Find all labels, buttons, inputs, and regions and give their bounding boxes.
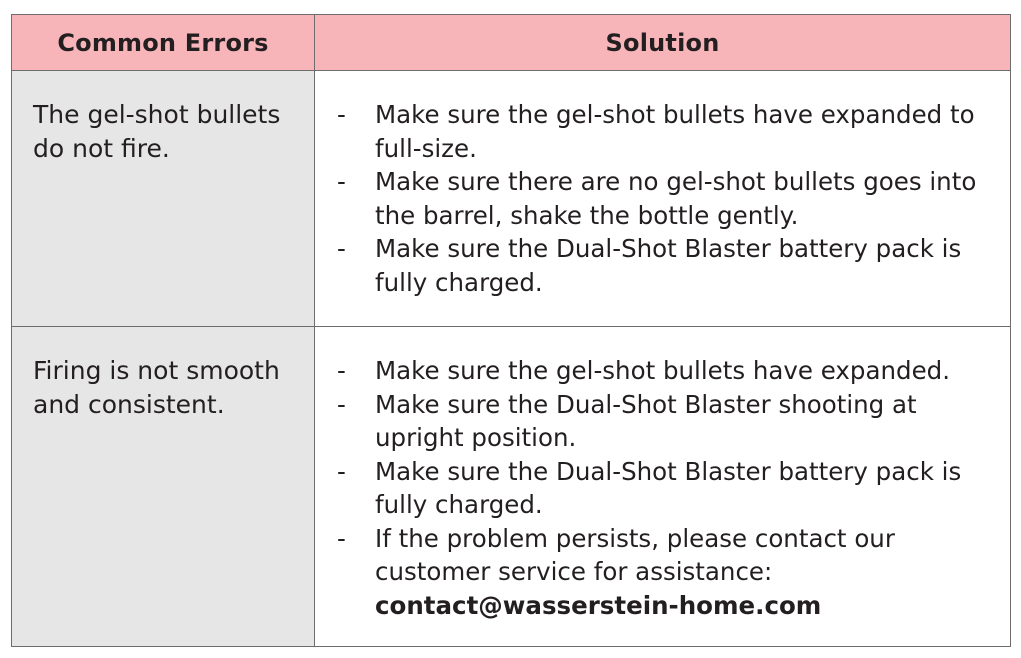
dash-marker: - <box>337 523 346 553</box>
solution-item <box>337 455 1002 522</box>
solution-text: Make sure the gel-shot bullets have expanded. <box>375 356 950 385</box>
header-common-errors: Common Errors <box>57 28 269 57</box>
table-row <box>12 327 1010 646</box>
error-description: The gel-shot bullets do not fire. <box>33 100 281 163</box>
dash-marker: - <box>337 456 346 486</box>
solution-item <box>337 522 1002 623</box>
troubleshooting-table <box>11 14 1011 647</box>
solution-cell <box>315 327 1010 646</box>
dash-marker: - <box>337 356 346 385</box>
solution-item <box>337 98 1002 165</box>
solution-text: Make sure the Dual-Shot Blaster battery pack is fully charged. <box>375 234 962 297</box>
solution-text: Make sure there are no gel-shot bullets goes into the barrel, shake the bottle gently. <box>375 167 977 230</box>
dash-marker: - <box>337 100 346 129</box>
solution-list <box>337 354 1002 622</box>
error-description: Firing is not smooth and consistent. <box>33 356 280 419</box>
header-solution: Solution <box>605 28 720 57</box>
solution-text: If the problem persists, please contact our customer service for assistance: <box>375 523 895 586</box>
solution-text: Make sure the gel-shot bullets have expanded to full-size. <box>375 100 975 163</box>
solution-text: Make sure the Dual-Shot Blaster shooting at upright position. <box>375 389 917 452</box>
header-cell-solution <box>315 15 1010 70</box>
dash-marker: - <box>337 389 346 419</box>
solution-item <box>337 232 1002 299</box>
solution-text: Make sure the Dual-Shot Blaster battery pack is fully charged. <box>375 456 962 519</box>
solution-item <box>337 165 1002 232</box>
contact-email[interactable]: contact@wasserstein-home.com <box>375 590 822 620</box>
table-header-row <box>12 15 1010 71</box>
dash-marker: - <box>337 234 346 263</box>
header-cell-errors <box>12 15 315 70</box>
error-cell <box>12 327 315 646</box>
dash-marker: - <box>337 167 346 196</box>
solution-item <box>337 388 1002 455</box>
solution-list <box>337 98 1002 299</box>
table-row <box>12 71 1010 327</box>
solution-item <box>337 354 1002 388</box>
error-cell <box>12 71 315 326</box>
solution-cell <box>315 71 1010 326</box>
